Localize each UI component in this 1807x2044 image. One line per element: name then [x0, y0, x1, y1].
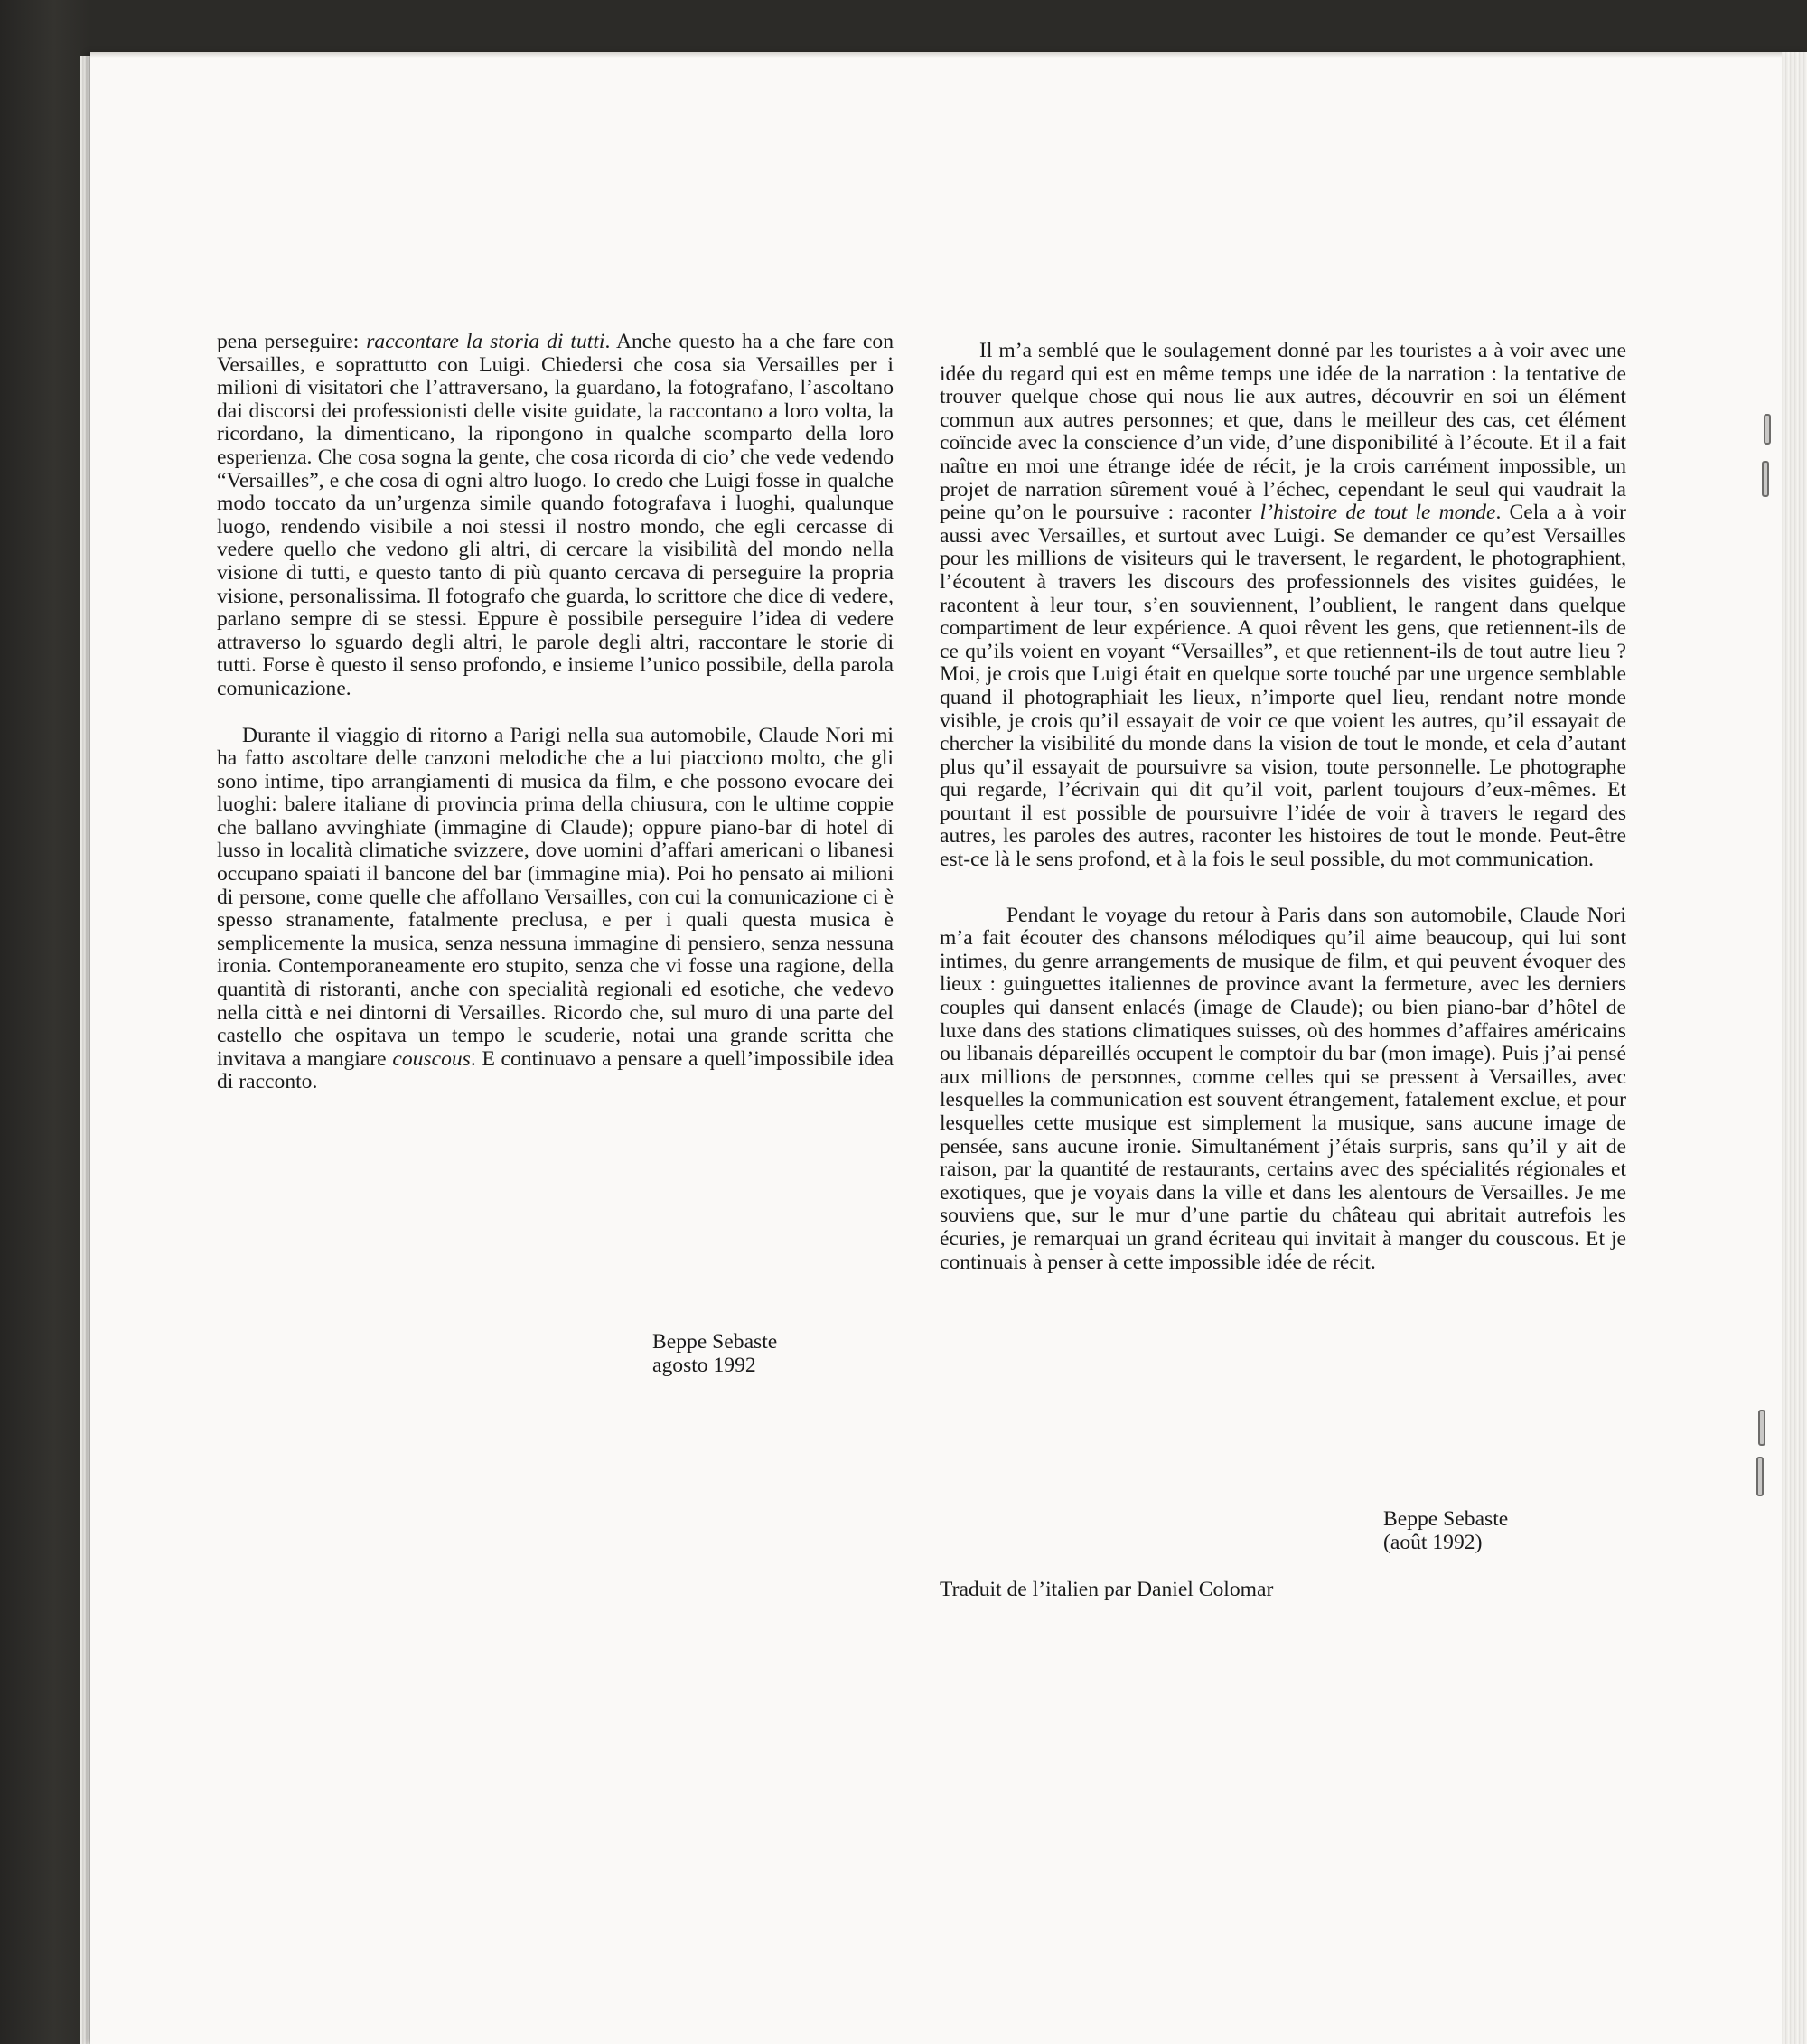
italian-signature-date: agosto 1992: [652, 1354, 756, 1377]
italian-para2-emphasis: couscous: [392, 1046, 471, 1071]
translator-credit: Traduit de l’italien par Daniel Colomar: [940, 1578, 1274, 1601]
italian-paragraph-2: [217, 725, 894, 1095]
page-top-edge: [90, 52, 1807, 58]
italian-para1-text-a: pena perseguire:: [217, 330, 367, 353]
french-paragraph-1: [940, 340, 1626, 872]
italian-para1-text-b: . Anche questo ha a che fare con Versailles, e soprattutto con Luigi. Chiedersi che cosa sia Versailles per i milioni di visitatori che l’attraversano, la guardano, la fotografano, l’ascoltano dai discorsi dei professionisti delle visite guidate, la raccontano a loro volta, la ricordano, la dimenticano, la ripongono in qualche scomparto della loro esperienza. Che cosa sogna la gente, che cosa ricorda di cio’ che vede vedendo “Versailles”, e che cosa di ogni altro luogo. Io credo che Luigi fosse in qualche modo toccato da un’urgenza simile quando fotografava i luoghi, qualunque luogo, rendendo visibile a noi stessi il nostro mondo, che egli cercasse di vedere quello che vedono gli altri, di cercare la visibilità del mondo nella visione di tutti, e questo tanto di più quanto cercava di perseguire la propria visione, personalissima. Il fotografo che guarda, lo scrittore che dice di vedere, parlano sempre di se stessi. Eppure è possibile perseguire l’idea di vedere attraverso lo sguardo degli altri, le parole degli altri, raccontare le storie di tutti. Forse è questo il senso profondo, e insieme l’unico possibile, della parola comunicazione.: [217, 330, 894, 700]
page-right-edge: [1782, 52, 1807, 2044]
italian-para1-emphasis: raccontare la storia di tutti: [366, 330, 605, 353]
french-signature-date: (août 1992): [1383, 1531, 1483, 1554]
italian-column: [217, 331, 894, 1094]
french-para1-emphasis: l’histoire de tout le monde: [1259, 501, 1496, 525]
italian-paragraph-1: [217, 331, 894, 701]
french-signature-name: Beppe Sebaste: [1383, 1507, 1509, 1531]
staple-mark: [1756, 1457, 1764, 1496]
italian-para2-text-b: . E continuavo a pensare a quell’impossibile idea di racconto.: [217, 1046, 894, 1094]
staple-mark: [1762, 461, 1769, 497]
french-para1-text-b: . Cela a à voir aussi avec Versailles, et surtout avec Luigi. Se demander ce qu’est Versailles pour les millions de visiteurs qui le traversent, le regardent, le photographient, l’écoutent à travers les discours des professionnels des visites guidées, le racontent à leur tour, s’en souviennent, l’oublient, le rangent dans quelque compartiment de leur expérience. A quoi rêvent les gens, que retiennent-ils de ce qu’ils voient en voyant “Versailles”, et que retiennent-ils de tout autre lieu ? Moi, je crois que Luigi était en quelque sorte touché par une urgence semblable quand il photographiait les lieux, n’importe quel lieu, rendant notre monde visible, je crois qu’il essayait de voir ce que voient les autres, qu’il essayait de chercher la visibilité du monde dans la vision de tout le monde, et cela d’autant plus qu’il essayait de poursuivre sa vision, toute personnelle. Le photographe qui regarde, l’écrivain qui dit qu’il voit, parlent toujours d’eux-mêmes. Et pourtant il est possible de poursuivre l’idée de voir à travers le regard des autres, les paroles des autres, raconter les histoires de tout le monde. Peut-être est-ce là le sens profond, et à la fois le seul possible, du mot communication.: [940, 501, 1626, 872]
french-paragraph-2: Pendant le voyage du retour à Paris dans son automobile, Claude Nori m’a fait écouter des chansons mélodiques qu’il aime beaucoup, qui lui sont intimes, du genre arrangements de musique de film, et qui peuvent évoquer des lieux : guinguettes italiennes de province avant la fermeture, avec les derniers couples qui dansent enlacés (image de Claude); ou bien piano-bar d’hôtel de luxe dans des stations climatiques suisses, où des hommes d’affaires américains ou libanais dépareillés occupent le comptoir du bar (mon image). Puis j’ai pensé aux millions de personnes, comme celles qui se pressent à Versailles, avec lesquelles la communication est souvent étrangement, fatalement exclue, et pour lesquelles cette musique est simplement la musique, sans aucune image de pensée, sans aucune ironie. Simultanément j’étais surpris, sans qu’il y ait de raison, par la quantité de restaurants, certains avec des spécialités régionales et exotiques, que je voyais dans la ville et dans les alentours de Versailles. Je me souviens que, sur le mur d’une partie du château qui abritait autrefois les écuries, je remarquai un grand écriteau qui invitait à manger du couscous. Et je continuais à penser à cette impossible idée de récit.: [940, 903, 1626, 1274]
staple-mark: [1758, 1410, 1765, 1446]
french-column: [940, 340, 1626, 1274]
staple-mark: [1764, 414, 1771, 445]
french-para1-text-a: Il m’a semblé que le soulagement donné par les touristes a à voir avec une idée du regard qui est en même temps une idée de la narration : la tentative de trouver quelque chose qui nous lie aux autres, découvrir en soi un élément commun aux autres personnes; et que, dans le meilleur des cas, cet élément coïncide avec la conscience d’un vide, d’une disponibilité à l’écoute. Et il a fait naître en moi une étrange idée de récit, je la crois carrément impossible, un projet de narration sûrement voué à l’échec, cependant le seul qui vaudrait la peine qu’on le poursuive : raconter: [940, 339, 1626, 525]
italian-para2-text-a: Durante il viaggio di ritorno a Parigi nella sua automobile, Claude Nori mi ha fatto ascoltare delle canzoni melodiche che a lui piacciono molto, che gli sono intime, tipo arrangiamenti di musica da film, e che possono evocare dei luoghi: balere italiane di provincia prima della chiusura, con le ultime coppie che ballano avvinghiate (immagine di Claude); oppure piano-bar di hotel di lusso in località climatiche svizzere, dove uomini d’affari americani o libanesi occupano spaiati il bancone del bar (immagine mia). Poi ho pensato ai milioni di persone, come quelle che affollano Versailles, con cui la comunicazione ci è spesso stranamente, fatalmente preclusa, e per i quali questa musica è semplicemente la musica, senza nessuna immagine di pensiero, senza nessuna ironia. Contemporaneamente ero stupito, senza che vi fosse una ragione, della quantità di ristoranti, anche con specialità regionali ed esotiche, che vedevo nella città e nei dintorni di Versailles. Ricordo che, sul muro di una parte del castello che ospitava un tempo le scuderie, notai una grande scritta che invitava a mangiare: [217, 723, 894, 1071]
french-signature: [1383, 1507, 1508, 1554]
italian-signature-name: Beppe Sebaste: [652, 1330, 778, 1354]
italian-signature: [652, 1330, 777, 1377]
